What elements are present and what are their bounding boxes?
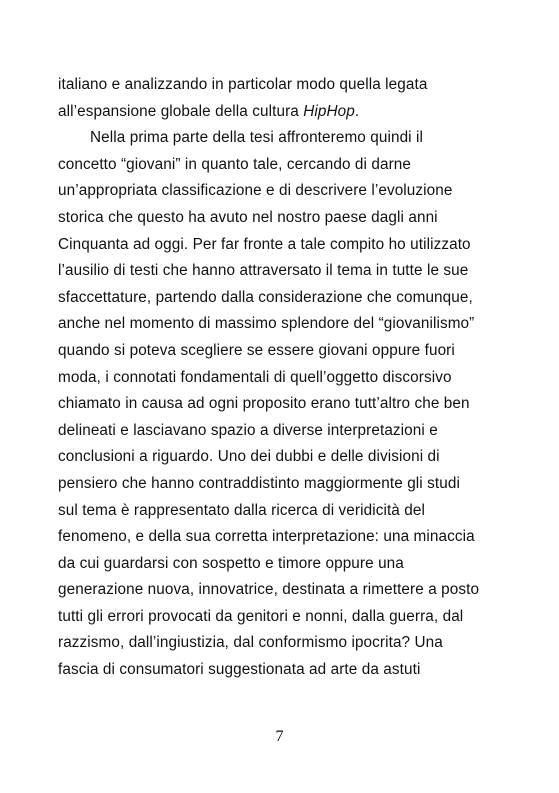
page-number: 7 <box>275 728 284 745</box>
text-line: fenomeno, e della sua corretta interpretazione: una minaccia <box>58 528 475 546</box>
text-line: quando si poteva scegliere se essere giovani oppure fuori <box>58 341 455 359</box>
text-line: razzismo, dall’ingiustizia, dal conformismo ipocrita? Una <box>58 634 443 652</box>
text-line: chiamato in causa ad ogni proposito erano tutt’altro che ben <box>58 395 470 413</box>
body-text <box>58 72 503 684</box>
text-line: fascia di consumatori suggestionata ad arte da astuti <box>58 661 421 679</box>
text-line: pensiero che hanno contraddistinto maggiormente gli studi <box>58 474 460 492</box>
text-line: generazione nuova, innovatrice, destinata a rimettere a posto <box>58 581 480 599</box>
text-line: delineati e lasciavano spazio a diverse interpretazioni e <box>58 421 438 439</box>
text-line: moda, i connotati fondamentali di quell’oggetto discorsivo <box>58 368 452 386</box>
text-line <box>58 99 503 126</box>
text-line: l’ausilio di testi che hanno attraversato il tema in tutte le sue <box>58 262 469 280</box>
text-line: storica che questo ha avuto nel nostro paese dagli anni <box>58 208 438 226</box>
text-line: italiano e analizzando in particolar modo quella legata <box>58 76 428 93</box>
text-line: tutti gli errori provocati da genitori e nonni, dalla guerra, dal <box>58 607 464 625</box>
text-line: sfaccettature, partendo dalla considerazione che comunque, <box>58 288 473 306</box>
text-segment: all’espansione globale della cultura <box>58 102 304 120</box>
text-line: un’appropriata classificazione e di descrivere l’evoluzione <box>58 182 453 200</box>
text-line: Cinquanta ad oggi. Per far fronte a tale compito ho utilizzato <box>58 235 471 253</box>
text-line: conclusioni a riguardo. Uno dei dubbi e delle divisioni di <box>58 448 440 466</box>
italic-term: HipHop <box>303 102 355 120</box>
text-line: anche nel momento di massimo splendore del “giovanilismo” <box>58 315 475 333</box>
text-line: concetto “giovani” in quanto tale, cercando di darne <box>58 155 412 173</box>
text-line: sul tema è rappresentato dalla ricerca di veridicità del <box>58 501 425 519</box>
text-segment: . <box>354 102 360 120</box>
paragraph-start-line: Nella prima parte della tesi affronteremo quindi il <box>90 129 424 147</box>
text-line: da cui guardarsi con sospetto e timore oppure una <box>58 554 404 572</box>
